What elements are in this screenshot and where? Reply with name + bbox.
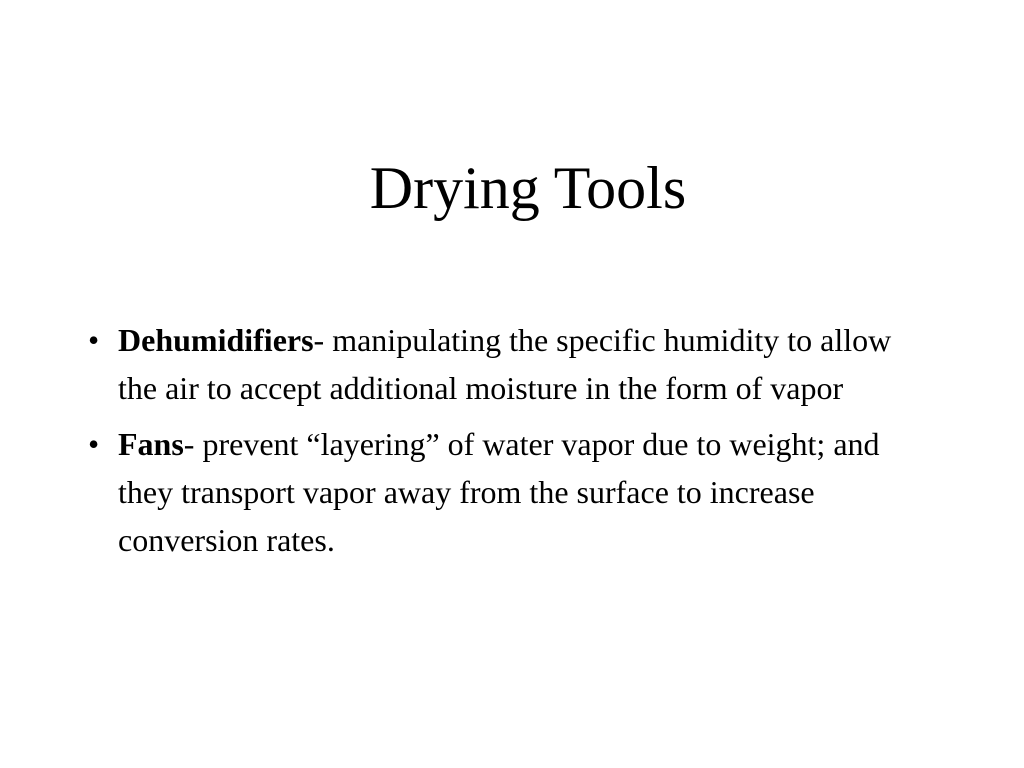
bullet-item-dehumidifiers [88,316,918,412]
bullet-icon: • [88,322,100,358]
bullet-text-fans: - prevent “layering” of water vapor due to weight; and they transport vapor away from the surface to increase conversion rates. [118,426,880,558]
bullet-text-dehumidifiers: - manipulating the specific humidity to allow the air to accept additional moisture in the form of vapor [118,322,892,406]
bullet-icon: • [88,426,100,462]
bullet-list [88,316,918,572]
bullet-term-fans: Fans [118,426,184,462]
bullet-item-fans [88,420,918,564]
bullet-term-dehumidifiers: Dehumidifiers [118,322,314,358]
slide-title: Drying Tools [369,155,687,221]
